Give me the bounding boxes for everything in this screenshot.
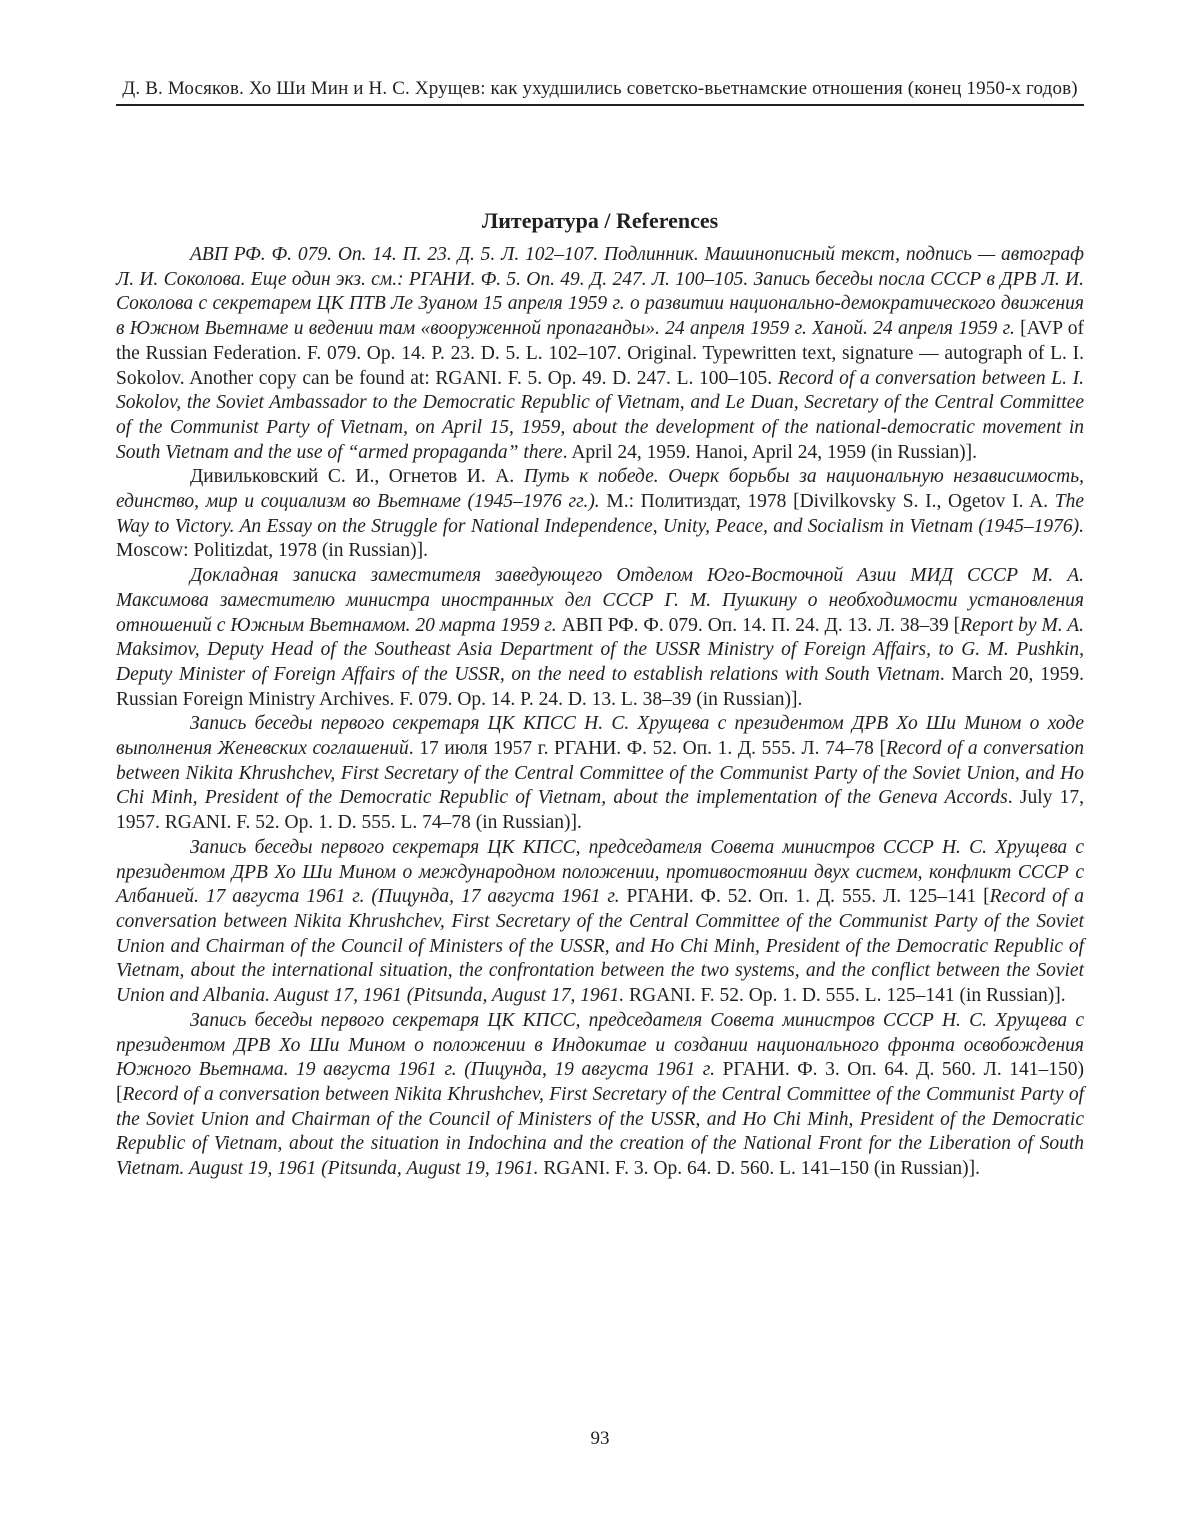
reference-title-text: Путь к победе. Очерк борьбы за национальную независимость, единство, мир и социализм во Вьетнаме (1945–1976 гг.). [116, 466, 1084, 513]
reference-entry [116, 836, 1084, 1009]
reference-text: . July 17, 1957. RGANI. F. 52. Op. 1. D. 555. L. 74–78 (in Russian)]. [116, 787, 1084, 834]
reference-title-text: Запись беседы первого секретаря ЦК КПСС Н. С. Хрущева с президентом ДРВ Хо Ши Мином о ходе выполнения Женевских соглашений [116, 713, 1084, 760]
reference-text: Moscow: Politizdat, 1978 (in Russian)]. [116, 540, 428, 562]
reference-text: . April 24, 1959. Hanoi, April 24, 1959 (in Russian)]. [562, 441, 978, 463]
references-list [116, 243, 1084, 1182]
reference-text: Дивильковский С. И., Огнетов И. А. [190, 466, 524, 488]
reference-title-text: Record of a conversation between Nikita Khrushchev, First Secretary of the Central Committee of the Communist Party of the Soviet Union and Chairman of the Council of Ministers of the USSR, and Ho Chi Minh, President of the Democratic Republic of Vietnam, about the situation in Indochina and the creation of the National Front for the Liberation of South Vietnam. August 19, 1961 (Pitsunda, August 19, 1961. [116, 1083, 1084, 1180]
reference-title-text: Запись беседы первого секретаря ЦК КПСС, председателя Совета министров СССР Н. С. Хрущева с президентом ДРВ Хо Ши Мином о международном положении, противостоянии двух систем, конфликт СССР с Албанией. 17 августа 1961 г. (Пицунда, 17 августа 1961 г. [116, 836, 1084, 908]
reference-title-text: Record of a conversation between L. I. Sokolov, the Soviet Ambassador to the Democratic Republic of Vietnam, and Le Duan, Secretary of the Central Committee of the Communist Party of Vietnam, on April 15, 1959, about the development of the national-democratic movement in South Vietnam and the use of “armed propaganda” there [116, 367, 1084, 463]
running-head: Д. В. Мосяков. Хо Ши Мин и Н. С. Хрущев: как ухудшились советско-вьетнамские отношения (конец 1950-х годов) [122, 78, 1078, 99]
reference-title-text: Докладная записка заместителя заведующего Отделом Юго-Восточной Азии МИД СССР М. А. Максимова заместителю министра иностранных дел СССР Г. М. Пушкину о необходимости установления отношений с Южным Вьетнамом. 20 марта 1959 г. [116, 565, 1084, 636]
reference-title-text: Report by M. A. Maksimov, Deputy Head of the Southeast Asia Department of the USSR Ministry of Foreign Affairs, to G. M. Pushkin, Deputy Minister of Foreign Affairs of the USSR, on the need to establish relations with South Vietnam [116, 614, 1085, 685]
running-head-rule [116, 104, 1084, 106]
reference-text: [AVP of the Russian Federation. F. 079. Op. 14. P. 23. D. 5. L. 102–107. Original. Typewritten text, signature — autograph of L. I. Sokolov. Another copy can be found at: RGANI. F. 5. Op. 49. D. 247. L. 100–105. [116, 318, 1084, 389]
reference-text: АВП РФ. Ф. 079. Оп. 14. П. 24. Д. 13. Л. 38–39 [ [556, 614, 961, 636]
reference-title-text: Record of a conversation between Nikita Khrushchev, First Secretary of the Central Committee of the Communist Party of the Soviet Union, and Ho Chi Minh, President of the Democratic Republic of Vietnam, about the implementation of the Geneva Accords [116, 738, 1085, 809]
reference-text: RGANI. F. 3. Op. 64. D. 560. L. 141–150 (in Russian)]. [538, 1158, 981, 1180]
reference-title-text: Record of a conversation between Nikita Khrushchev, First Secretary of the Central Committee of the Communist Party of the Soviet Union and Chairman of the Council of Ministers of the USSR, and Ho Chi Minh, President of the Democratic Republic of Vietnam, about the international situation, the confrontation between the two systems, and the conflict between the Soviet Union and Albania. August 17, 1961 (Pitsunda, August 17, 1961. [116, 886, 1084, 1007]
reference-title-text: Запись беседы первого секретаря ЦК КПСС, председателя Совета министров СССР Н. С. Хрущева с президентом ДРВ Хо Ши Мином о положении в Индокитае и создании национального фронта освобождения Южного Вьетнама. 19 августа 1961 г. (Пицунда, 19 августа 1961 г. [116, 1009, 1084, 1081]
section-title: Литература / References [481, 208, 719, 234]
reference-text: РГАНИ. Ф. 3. Оп. 64. Д. 560. Л. 141–150) [ [116, 1059, 1085, 1105]
reference-entry [116, 712, 1084, 836]
reference-entry [116, 564, 1084, 712]
reference-text: М.: Политиздат, 1978 [Divilkovsky S. I., Ogetov I. A. [599, 491, 1055, 513]
reference-text: РГАНИ. Ф. 52. Оп. 1. Д. 555. Л. 125–141 [ [619, 886, 990, 908]
reference-title-text: АВП РФ. Ф. 079. Оп. 14. П. 23. Д. 5. Л. 102–107. Подлинник. Машинописный текст, подпись — автограф Л. И. Соколова. Еще один экз. см.: РГАНИ. Ф. 5. Оп. 49. Д. 247. Л. 100–105. Запись беседы посла СССР в ДРВ Л. И. Соколова с секретарем ЦК ПТВ Ле Зуаном 15 апреля 1959 г. о развитии национально-демократического движения в Южном Вьетнаме и ведении там «вооруженной пропаганды». 24 апреля 1959 г. Ханой. 24 апреля 1959 г. [116, 244, 1084, 340]
reference-entry [116, 465, 1084, 564]
reference-entry [116, 1009, 1084, 1182]
reference-text: . March 20, 1959. Russian Foreign Ministry Archives. F. 079. Op. 14. P. 24. D. 13. L. 38–39 (in Russian)]. [116, 663, 1084, 710]
reference-entry [116, 243, 1084, 465]
reference-text: . 17 июля 1957 г. РГАНИ. Ф. 52. Оп. 1. Д. 555. Л. 74–78 [ [408, 738, 886, 760]
page-number: 93 [590, 1428, 610, 1449]
reference-text: RGANI. F. 52. Op. 1. D. 555. L. 125–141 (in Russian)]. [624, 985, 1066, 1007]
reference-title-text: The Way to Victory. An Essay on the Struggle for National Independence, Unity, Peace, and Socialism in Vietnam (1945–1976). [116, 491, 1084, 537]
